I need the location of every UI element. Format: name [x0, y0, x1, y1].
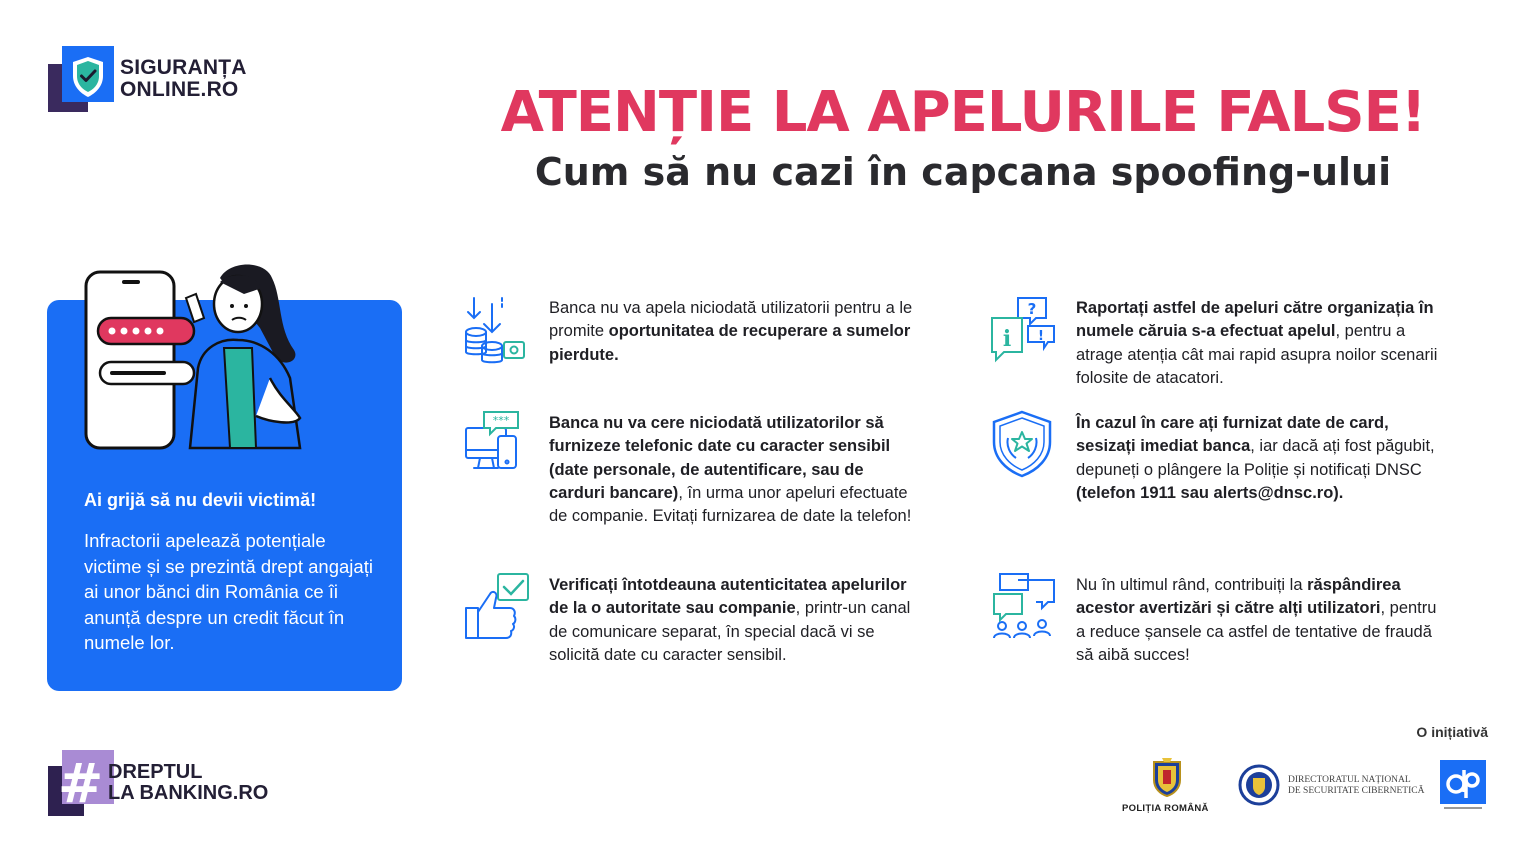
tip-segment: În cazul în care ați furnizat date de card, sesizați imediat banca	[1076, 414, 1389, 456]
logo-line1: SIGURANȚA	[120, 56, 247, 79]
dnsc-line1: DIRECTORATUL NAȚIONAL	[1288, 775, 1411, 785]
initiative-label: O inițiativă	[1416, 724, 1488, 740]
shield-check-icon	[48, 46, 114, 112]
dnsc-line2: DE SECURITATE CIBERNETICĂ	[1288, 786, 1425, 796]
police-label: POLIȚIA ROMÂNĂ	[1122, 803, 1209, 814]
tip-segment: răspândirea acestor avertizări și către alți utilizatori	[1076, 576, 1401, 618]
svg-text:***: ***	[492, 414, 510, 427]
association-logo-icon	[1440, 760, 1486, 812]
tip-segment: oportunitatea de recuperare a sumelor pierdute.	[549, 322, 911, 364]
bottom-logo-line1: DREPTUL	[108, 761, 203, 783]
community-share-icon	[988, 572, 1056, 644]
woman-phone-illustration	[80, 258, 320, 458]
card-heading: Ai grijă să nu devii victimă!	[84, 490, 317, 510]
svg-text:i: i	[1002, 326, 1012, 352]
tip-segment: , iar dacă ați fost păgubit, depuneți o plângere la Poliție și notificați DNSC	[1076, 437, 1435, 479]
page-subtitle: Cum să nu cazi în capcana spoofing-ului	[534, 150, 1392, 194]
thumbs-up-check-icon	[462, 572, 530, 644]
tip-segment: Banca nu va cere niciodată utilizatorilor să furnizeze telefonic date cu caracter sensibil (date personale, de autentificare, sau de carduri bancare)	[549, 414, 891, 502]
government-seal-icon	[1238, 764, 1280, 806]
svg-text:?: ?	[1027, 300, 1037, 318]
tip-text-1	[549, 297, 919, 367]
dreptul-la-banking-logo	[48, 750, 268, 816]
tip-text-4	[1076, 297, 1446, 390]
siguranta-online-logo	[48, 46, 247, 112]
tip-segment: Nu în ultimul rând, contribuiți la	[1076, 576, 1308, 594]
bottom-logo-line2: LA BANKING.RO	[108, 782, 269, 804]
tip-text-3	[549, 574, 919, 667]
tip-text-6	[1076, 574, 1446, 667]
page-title: ATENȚIE LA APELURILE FALSE!	[500, 80, 1426, 145]
svg-text:!: !	[1038, 329, 1044, 344]
tip-segment: Banca nu va apela niciodată utilizatorii pentru a le promite	[549, 299, 913, 341]
coins-download-icon	[462, 296, 530, 368]
tip-segment: , pentru a atrage atenția cât mai rapid asupra noilor scenarii folosite de atacatori.	[1076, 322, 1438, 387]
hashtag-icon: #	[48, 750, 114, 816]
report-chat-icon	[988, 296, 1056, 368]
computer-phone-password-icon	[462, 408, 530, 480]
tip-text-2	[549, 412, 919, 528]
tip-segment: (telefon 1911 sau alerts@dnsc.ro).	[1076, 483, 1344, 502]
card-text: Infractorii apelează potențiale victime și se prezintă drept angajați ai unor bănci din România ce îi anunță despre un credit făcut în numele lor.	[84, 530, 373, 653]
tip-segment: Verificați întotdeauna autenticitatea apelurilor de la o autoritate sau companie	[549, 576, 907, 618]
police-crest-icon	[1150, 756, 1184, 798]
tip-segment: , în urma unor apeluri efectuate de companie. Evitați furnizarea de date la telefon!	[549, 483, 912, 526]
logo-line2: ONLINE.RO	[120, 78, 239, 101]
tip-segment: Raportați astfel de apeluri către organizația în numele căruia s-a efectuat apelul	[1076, 299, 1434, 341]
tip-text-5	[1076, 412, 1446, 505]
tip-segment: , printr-un canal de comunicare separat, în special dacă vi se solicită date cu caracter sensibil.	[549, 599, 911, 664]
tip-segment: , pentru a reduce șansele ca astfel de tentative de fraudă să aibă succes!	[1076, 599, 1437, 664]
police-badge-icon	[988, 408, 1056, 480]
